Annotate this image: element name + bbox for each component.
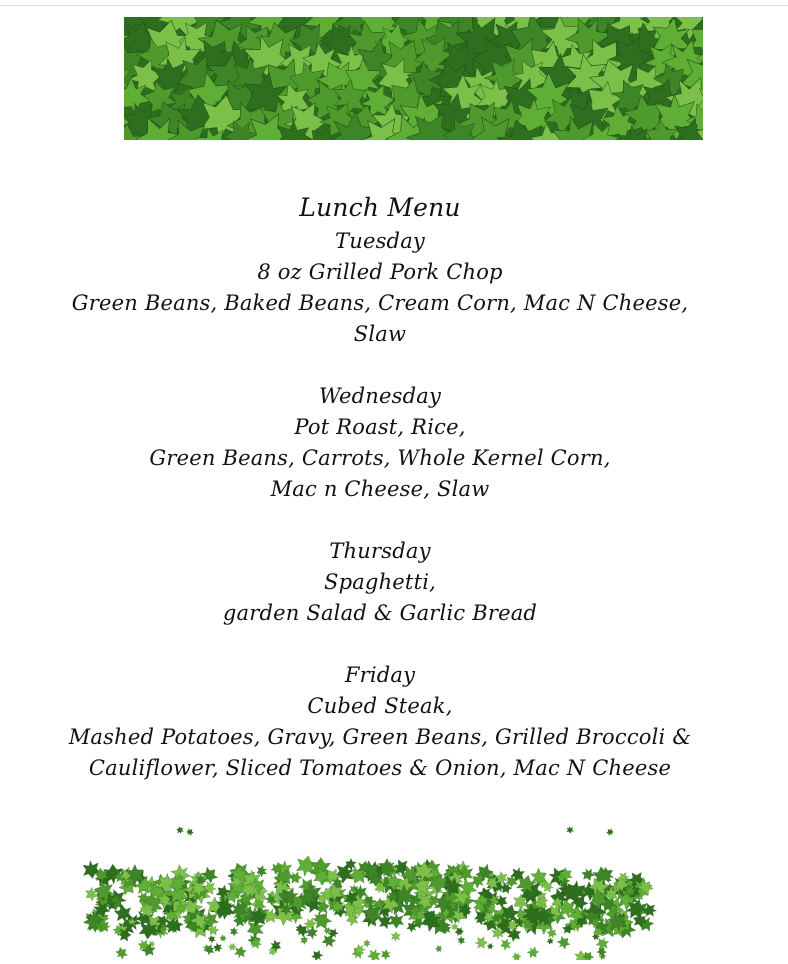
menu-line: Mashed Potatoes, Gravy, Green Beans, Grilled Broccoli & bbox=[68, 725, 692, 749]
ivy-leaf bbox=[299, 935, 310, 946]
ivy-leaf bbox=[456, 935, 467, 946]
ivy-vine-decoration-image bbox=[80, 820, 680, 960]
menu-title: Lunch Menu bbox=[299, 193, 461, 222]
ivy-leaf bbox=[566, 826, 574, 834]
day-heading-thursday: Thursday bbox=[329, 539, 431, 563]
top-divider bbox=[0, 5, 788, 6]
ivy-leaf bbox=[511, 951, 522, 960]
day-heading-wednesday: Wednesday bbox=[318, 384, 442, 408]
menu-line: Green Beans, Carrots, Whole Kernel Corn, bbox=[149, 446, 611, 470]
ivy-leaf bbox=[525, 945, 540, 960]
day-heading-tuesday: Tuesday bbox=[335, 229, 425, 253]
ivy-leaf bbox=[212, 942, 223, 953]
ivy-leaf bbox=[218, 933, 227, 943]
ivy-leaf bbox=[310, 948, 325, 960]
menu-line: Green Beans, Baked Beans, Cream Corn, Mac N Cheese, bbox=[71, 291, 689, 315]
ivy-leaf bbox=[605, 827, 615, 837]
menu-line: 8 oz Grilled Pork Chop bbox=[257, 260, 503, 284]
menu-line: Cauliflower, Sliced Tomatoes & Onion, Mac N Cheese bbox=[88, 756, 672, 780]
menu-line: Slaw bbox=[353, 322, 407, 346]
menu-line: garden Salad & Garlic Bread bbox=[222, 601, 538, 625]
menu-line: Pot Roast, Rice, bbox=[294, 415, 466, 439]
ivy-leaf bbox=[227, 941, 238, 952]
ivy-leaf bbox=[435, 945, 443, 952]
menu-line: Cubed Steak, bbox=[307, 694, 453, 718]
ivy-leaf bbox=[499, 938, 513, 951]
ivy-leaf bbox=[475, 937, 488, 949]
ivy-leaf bbox=[546, 936, 555, 945]
ivy-leaf bbox=[206, 934, 216, 944]
ivy-leaf bbox=[580, 866, 596, 882]
ivy-leaf bbox=[555, 934, 572, 951]
ivy-leaf bbox=[228, 926, 240, 937]
ivy-leaf bbox=[185, 827, 195, 837]
ivy-leaf bbox=[379, 948, 392, 960]
ivy-leaf bbox=[362, 938, 372, 948]
lunch-menu bbox=[0, 190, 760, 784]
day-heading-friday: Friday bbox=[344, 663, 416, 687]
menu-line: Mac n Cheese, Slaw bbox=[270, 477, 490, 501]
ivy-leaf bbox=[311, 909, 334, 932]
ivy-leaf bbox=[389, 913, 404, 929]
ivy-leaf bbox=[486, 942, 495, 951]
menu-line: Spaghetti, bbox=[323, 570, 436, 594]
ivy-leaf bbox=[367, 948, 382, 960]
ivy-leaves-banner-image bbox=[124, 17, 703, 140]
ivy-leaf bbox=[176, 826, 185, 835]
ivy-leaf bbox=[113, 945, 129, 960]
ivy-leaf bbox=[546, 927, 558, 939]
ivy-leaf bbox=[391, 931, 401, 941]
